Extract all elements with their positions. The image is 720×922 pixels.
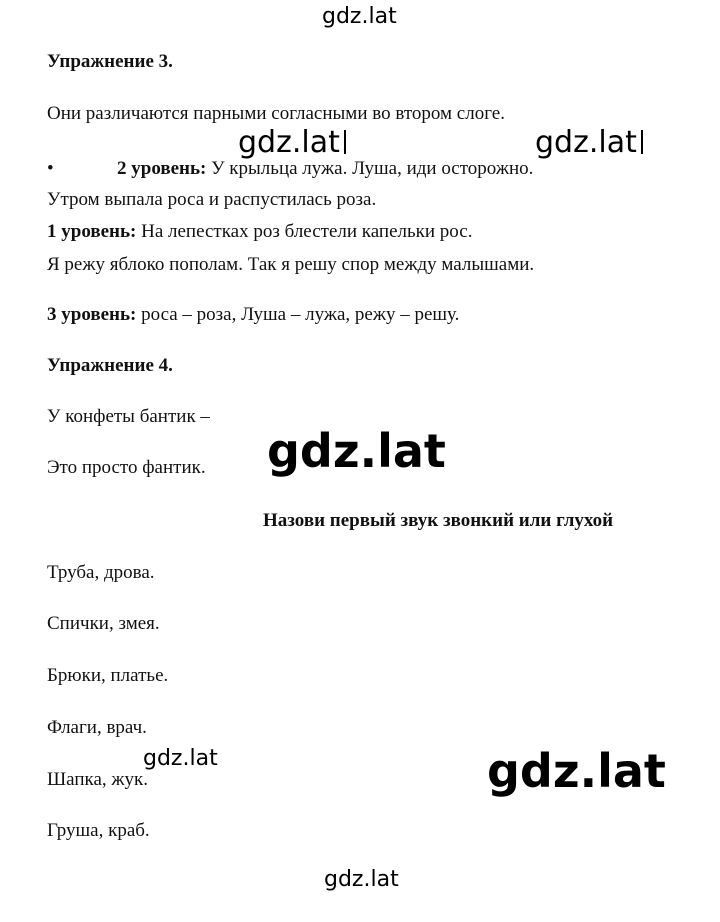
level-3-line <box>47 305 459 324</box>
bullet-marker: • <box>47 158 54 179</box>
watermark-bar <box>641 130 643 154</box>
exercise-3-heading: Упражнение 3. <box>47 51 173 72</box>
watermark-bottom: gdz.lat <box>324 867 399 892</box>
level-1-text: На лепестках роз блестели капельки рос. <box>136 221 473 242</box>
list-item: Груша, краб. <box>47 820 150 841</box>
level-1-line <box>47 222 472 241</box>
sentence-rezhu: Я режу яблоко пополам. Так я решу спор между малышами. <box>47 254 535 275</box>
task-heading: Назови первый звук звонкий или глухой <box>263 510 614 531</box>
watermark-top: gdz.lat <box>322 4 397 29</box>
exercise-4-heading: Упражнение 4. <box>47 355 173 376</box>
level-3-text: роса – роза, Луша – лужа, режу – решу. <box>136 304 460 325</box>
list-item: Брюки, платье. <box>47 665 169 686</box>
watermark-mid-right-text: gdz.lat <box>535 125 637 160</box>
exercise-3-intro: Они различаются парными согласными во втором слоге. <box>47 103 505 124</box>
poem-line-1: У конфеты бантик – <box>47 406 210 427</box>
list-item: Флаги, врач. <box>47 717 147 738</box>
level-2-text: У крыльца лужа. Луша, иди осторожно. <box>206 158 534 179</box>
level-3-label: 3 уровень: <box>47 304 137 325</box>
sentence-rosa: Утром выпала роса и распустилась роза. <box>47 189 377 210</box>
watermark-lower-right: gdz.lat <box>487 744 666 798</box>
list-item: Шапка, жук. <box>47 769 149 790</box>
watermark-center: gdz.lat <box>267 424 446 478</box>
level-2-line <box>117 159 533 178</box>
poem-line-2: Это просто фантик. <box>47 457 206 478</box>
watermark-mid-left-text: gdz.lat <box>238 125 340 160</box>
watermark-mid-left <box>238 125 346 160</box>
watermark-mid-right <box>535 125 643 160</box>
level-2-label: 2 уровень: <box>117 158 207 179</box>
level-1-label: 1 уровень: <box>47 221 137 242</box>
watermark-bar <box>344 130 346 154</box>
list-item: Спички, змея. <box>47 613 160 634</box>
list-item: Труба, дрова. <box>47 562 155 583</box>
watermark-lower-left: gdz.lat <box>143 746 218 771</box>
